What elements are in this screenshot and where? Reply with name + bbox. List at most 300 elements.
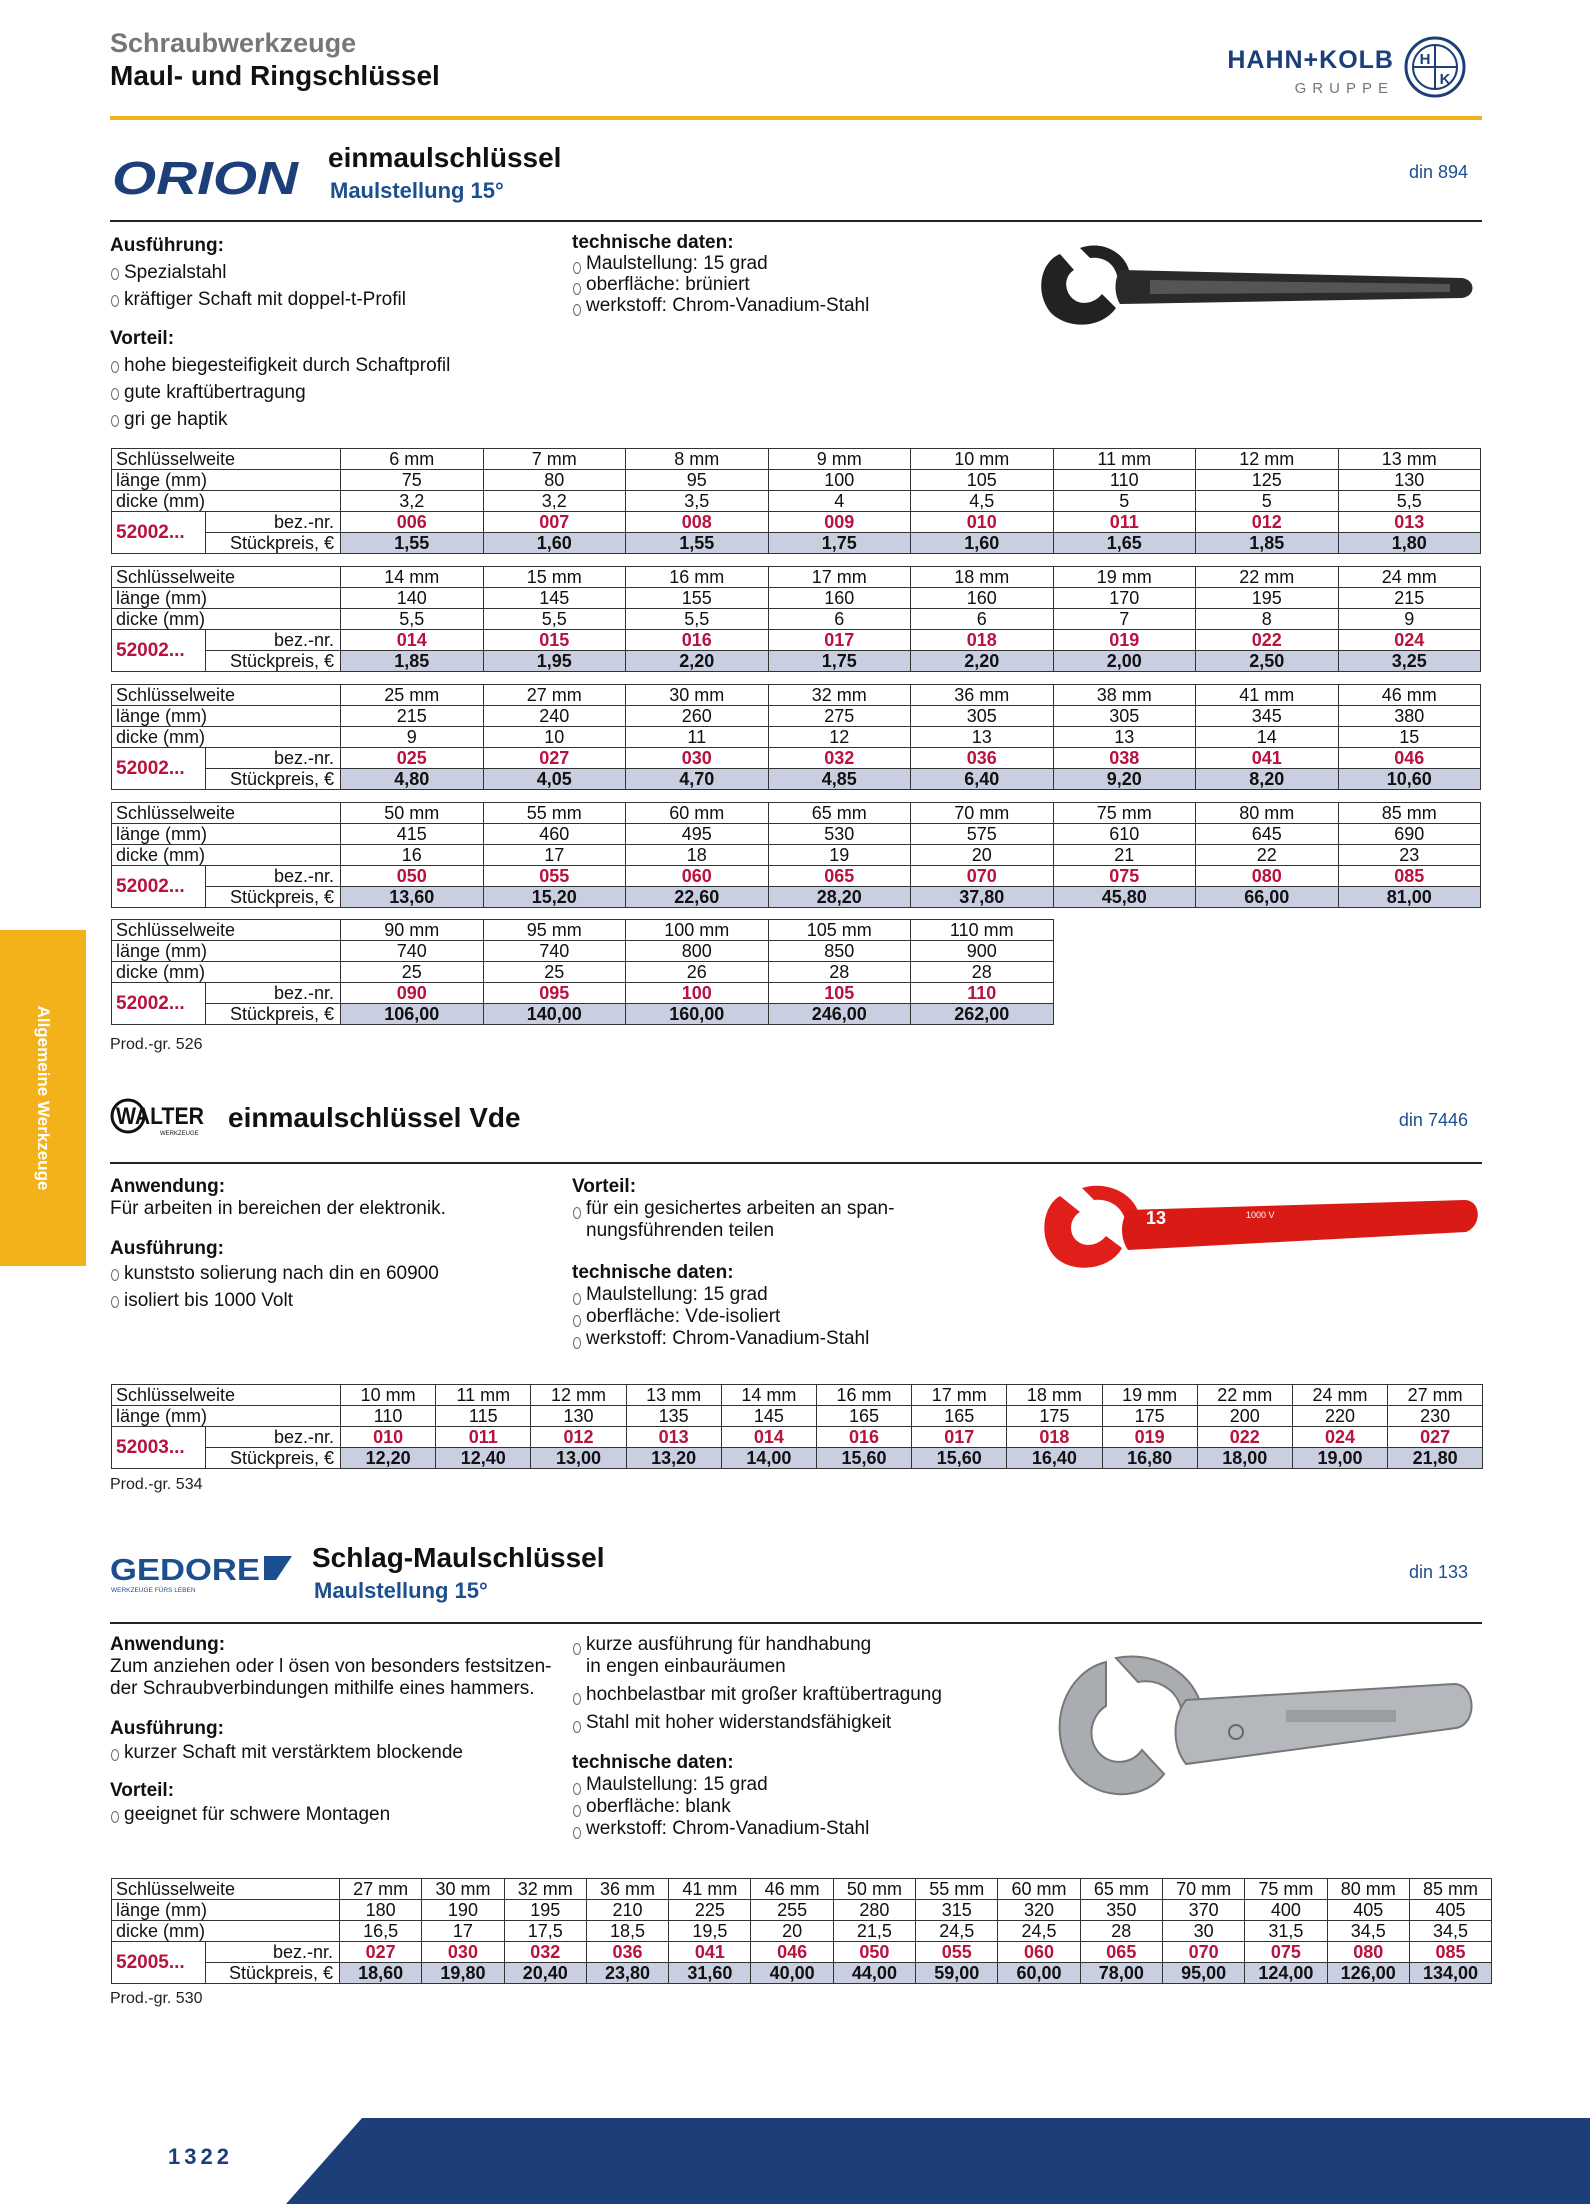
cell-price: 4,80 xyxy=(341,769,484,790)
row-label: länge (mm) xyxy=(112,470,341,491)
row-label: Stückpreis, € xyxy=(206,1004,341,1025)
cell-length: 145 xyxy=(483,588,626,609)
product-group: Prod.-gr. 530 xyxy=(110,1990,203,2007)
cell-article-code: 019 xyxy=(1053,630,1196,651)
logo-brand-text: HAHN+KOLB xyxy=(1227,46,1394,74)
cell-thickness: 34,5 xyxy=(1327,1921,1409,1942)
product-group: Prod.-gr. 526 xyxy=(110,1036,203,1053)
row-label: Stückpreis, € xyxy=(206,1448,341,1469)
cell-length: 110 xyxy=(1053,470,1196,491)
cell-length: 240 xyxy=(483,706,626,727)
cell-price: 10,60 xyxy=(1338,769,1481,790)
cell-length: 115 xyxy=(436,1406,531,1427)
row-label: bez.-nr. xyxy=(206,983,341,1004)
cell-key-size: 80 mm xyxy=(1327,1879,1409,1900)
cell-price: 23,80 xyxy=(586,1963,668,1984)
cell-thickness: 12 xyxy=(768,727,911,748)
cell-article-code: 050 xyxy=(833,1942,915,1963)
row-label: dicke (mm) xyxy=(112,1921,340,1942)
cell-key-size: 12 mm xyxy=(531,1385,626,1406)
cell-length: 645 xyxy=(1196,824,1339,845)
product-info xyxy=(110,222,1482,442)
cell-article-code: 018 xyxy=(911,630,1054,651)
cell-price: 1,55 xyxy=(341,533,484,554)
cell-article-code: 007 xyxy=(483,512,626,533)
section-walter xyxy=(110,1082,1482,1384)
cell-length: 315 xyxy=(916,1900,998,1921)
info-item: Maulstellung: 15 grad xyxy=(572,253,992,274)
cell-thickness: 7 xyxy=(1053,609,1196,630)
cell-length: 320 xyxy=(998,1900,1080,1921)
footer-bar xyxy=(286,2118,1590,2204)
section-header xyxy=(110,1538,1482,1624)
cell-thickness: 17 xyxy=(422,1921,504,1942)
cell-key-size: 25 mm xyxy=(341,685,484,706)
cell-key-size: 60 mm xyxy=(626,803,769,824)
cell-key-size: 70 mm xyxy=(911,803,1054,824)
cell-key-size: 65 mm xyxy=(768,803,911,824)
cell-length: 195 xyxy=(504,1900,586,1921)
info-item: oberfläche: Vde-isoliert xyxy=(572,1306,992,1328)
info-heading: Vorteil: xyxy=(110,328,175,349)
row-article-code xyxy=(112,748,1481,769)
row-label: Stückpreis, € xyxy=(206,533,341,554)
page-header xyxy=(110,28,1482,120)
cell-length: 145 xyxy=(721,1406,816,1427)
info-heading: technische daten: xyxy=(572,232,734,253)
cell-key-size: 110 mm xyxy=(911,920,1054,941)
cell-thickness: 20 xyxy=(911,845,1054,866)
cell-article-code: 016 xyxy=(816,1427,911,1448)
cell-key-size: 14 mm xyxy=(721,1385,816,1406)
cell-article-code: 012 xyxy=(531,1427,626,1448)
cell-key-size: 19 mm xyxy=(1102,1385,1197,1406)
orion-logo xyxy=(110,152,306,200)
cell-length: 195 xyxy=(1196,588,1339,609)
row-length xyxy=(112,824,1481,845)
cell-price: 18,60 xyxy=(340,1963,422,1984)
info-item: Maulstellung: 15 grad xyxy=(572,1774,1012,1796)
info-item: hochbelastbar mit großer kraftübertragung xyxy=(572,1684,1012,1706)
cell-article-code: 075 xyxy=(1053,866,1196,887)
cell-price: 22,60 xyxy=(626,887,769,908)
cell-price: 19,80 xyxy=(422,1963,504,1984)
row-price xyxy=(112,1963,1492,1984)
cell-thickness: 15 xyxy=(1338,727,1481,748)
cell-article-code: 013 xyxy=(626,1427,721,1448)
cell-article-code: 065 xyxy=(1080,1942,1162,1963)
cell-length: 110 xyxy=(341,1406,436,1427)
cell-length: 370 xyxy=(1162,1900,1244,1921)
cell-key-size: 100 mm xyxy=(626,920,769,941)
cell-length: 130 xyxy=(531,1406,626,1427)
cell-article-code: 010 xyxy=(341,1427,436,1448)
cell-length: 175 xyxy=(1102,1406,1197,1427)
svg-text:H: H xyxy=(1419,51,1431,68)
product-subtitle: Maulstellung 15° xyxy=(314,1578,488,1603)
cell-length: 170 xyxy=(1053,588,1196,609)
info-heading: Ausführung: xyxy=(110,1238,224,1259)
cell-article-code: 014 xyxy=(721,1427,816,1448)
spec-table xyxy=(111,684,1481,790)
cell-key-size: 30 mm xyxy=(626,685,769,706)
row-key-size xyxy=(112,920,1054,941)
orion-logo-text: ORION xyxy=(112,152,299,200)
cell-thickness: 13 xyxy=(911,727,1054,748)
cell-article-code: 075 xyxy=(1245,1942,1327,1963)
cell-length: 80 xyxy=(483,470,626,491)
cell-article-code: 006 xyxy=(341,512,484,533)
row-key-size xyxy=(112,449,1481,470)
row-length xyxy=(112,1406,1483,1427)
cell-key-size: 13 mm xyxy=(626,1385,721,1406)
din-norm: din 7446 xyxy=(1398,1110,1468,1130)
cell-length: 75 xyxy=(341,470,484,491)
cell-key-size: 50 mm xyxy=(341,803,484,824)
cell-length: 345 xyxy=(1196,706,1339,727)
row-thickness xyxy=(112,1921,1492,1942)
cell-length: 130 xyxy=(1338,470,1481,491)
article-prefix: 52002... xyxy=(112,512,206,554)
info-item: für ein gesichertes arbeiten an span- nungsführenden teilen xyxy=(572,1198,992,1242)
row-label: dicke (mm) xyxy=(112,609,341,630)
info-item: kurze ausführung für handhabung in engen einbauräumen xyxy=(572,1634,1012,1678)
cell-price: 8,20 xyxy=(1196,769,1339,790)
spec-table xyxy=(111,802,1481,908)
cell-thickness: 5,5 xyxy=(341,609,484,630)
cell-price: 6,40 xyxy=(911,769,1054,790)
row-thickness xyxy=(112,962,1054,983)
cell-length: 215 xyxy=(341,706,484,727)
cell-length: 100 xyxy=(768,470,911,491)
cell-article-code: 032 xyxy=(768,748,911,769)
row-price xyxy=(112,533,1481,554)
row-thickness xyxy=(112,609,1481,630)
row-label: Schlüsselweite xyxy=(112,803,341,824)
cell-key-size: 12 mm xyxy=(1196,449,1339,470)
cell-price: 1,65 xyxy=(1053,533,1196,554)
info-right xyxy=(572,1176,992,1350)
cell-price: 124,00 xyxy=(1245,1963,1327,1984)
cell-price: 1,55 xyxy=(626,533,769,554)
row-key-size xyxy=(112,1879,1492,1900)
logo-sub-text: GRUPPE xyxy=(1294,80,1394,97)
row-length xyxy=(112,470,1481,491)
cell-article-code: 041 xyxy=(669,1942,751,1963)
info-heading: Vorteil: xyxy=(110,1780,175,1801)
row-label: Stückpreis, € xyxy=(206,769,341,790)
cell-price: 106,00 xyxy=(341,1004,484,1025)
cell-length: 380 xyxy=(1338,706,1481,727)
row-label: Stückpreis, € xyxy=(206,651,341,672)
cell-length: 305 xyxy=(1053,706,1196,727)
cell-thickness: 31,5 xyxy=(1245,1921,1327,1942)
article-prefix: 52002... xyxy=(112,866,206,908)
cell-length: 175 xyxy=(1007,1406,1102,1427)
info-text: Für arbeiten in bereichen der elektronik. xyxy=(110,1198,446,1219)
cell-price: 60,00 xyxy=(998,1963,1080,1984)
cell-thickness: 16,5 xyxy=(340,1921,422,1942)
cell-price: 134,00 xyxy=(1409,1963,1491,1984)
cell-thickness: 9 xyxy=(341,727,484,748)
cell-article-code: 046 xyxy=(751,1942,833,1963)
side-category-tab[interactable] xyxy=(0,930,86,1266)
cell-key-size: 11 mm xyxy=(1053,449,1196,470)
cell-key-size: 17 mm xyxy=(912,1385,1007,1406)
cell-thickness: 28 xyxy=(1080,1921,1162,1942)
cell-key-size: 38 mm xyxy=(1053,685,1196,706)
cell-length: 850 xyxy=(768,941,911,962)
din-norm: din 894 xyxy=(1408,162,1468,182)
row-length xyxy=(112,1900,1492,1921)
info-item: oberfläche: brüniert xyxy=(572,274,992,295)
cell-length: 575 xyxy=(911,824,1054,845)
cell-thickness: 17 xyxy=(483,845,626,866)
row-length xyxy=(112,588,1481,609)
cell-thickness: 30 xyxy=(1162,1921,1244,1942)
info-item: Spezialstahl xyxy=(110,259,550,286)
cell-price: 44,00 xyxy=(833,1963,915,1984)
cell-article-code: 016 xyxy=(626,630,769,651)
cell-thickness: 22 xyxy=(1196,845,1339,866)
cell-key-size: 24 mm xyxy=(1292,1385,1387,1406)
cell-price: 14,00 xyxy=(721,1448,816,1469)
cell-length: 405 xyxy=(1409,1900,1491,1921)
cell-price: 28,20 xyxy=(768,887,911,908)
cell-article-code: 080 xyxy=(1327,1942,1409,1963)
section-orion xyxy=(110,138,1482,442)
cell-length: 230 xyxy=(1388,1406,1483,1427)
product-title: einmaulschlüssel xyxy=(328,142,562,173)
row-label: dicke (mm) xyxy=(112,845,341,866)
cell-key-size: 16 mm xyxy=(626,567,769,588)
walter-logo-sub: WERKZEUGE xyxy=(160,1131,199,1137)
row-label: länge (mm) xyxy=(112,824,341,845)
cell-length: 900 xyxy=(911,941,1054,962)
cell-article-code: 030 xyxy=(422,1942,504,1963)
cell-thickness: 3,2 xyxy=(483,491,626,512)
cell-price: 59,00 xyxy=(916,1963,998,1984)
cell-price: 31,60 xyxy=(669,1963,751,1984)
info-heading: Ausführung: xyxy=(110,1718,224,1739)
row-label: Schlüsselweite xyxy=(112,449,341,470)
cell-thickness: 5 xyxy=(1053,491,1196,512)
cell-article-code: 055 xyxy=(483,866,626,887)
cell-article-code: 022 xyxy=(1196,630,1339,651)
cell-article-code: 046 xyxy=(1338,748,1481,769)
cell-price: 9,20 xyxy=(1053,769,1196,790)
cell-thickness: 17,5 xyxy=(504,1921,586,1942)
cell-price: 2,20 xyxy=(626,651,769,672)
cell-price: 12,40 xyxy=(436,1448,531,1469)
cell-article-code: 022 xyxy=(1197,1427,1292,1448)
slugging-wrench-image xyxy=(1046,1654,1482,1814)
cell-key-size: 75 mm xyxy=(1053,803,1196,824)
cell-price: 1,85 xyxy=(1196,533,1339,554)
info-heading: technische daten: xyxy=(572,1262,734,1283)
cell-key-size: 36 mm xyxy=(911,685,1054,706)
side-tab-label: Allgemeine Werkzeuge xyxy=(34,1005,53,1191)
cell-thickness: 20 xyxy=(751,1921,833,1942)
cell-key-size: 30 mm xyxy=(422,1879,504,1900)
cell-price: 15,60 xyxy=(816,1448,911,1469)
cell-length: 280 xyxy=(833,1900,915,1921)
cell-price: 45,80 xyxy=(1053,887,1196,908)
cell-thickness: 24,5 xyxy=(916,1921,998,1942)
cell-key-size: 13 mm xyxy=(1338,449,1481,470)
row-price xyxy=(112,651,1481,672)
row-label: dicke (mm) xyxy=(112,491,341,512)
product-title: einmaulschlüssel Vde xyxy=(228,1102,521,1133)
cell-thickness: 6 xyxy=(768,609,911,630)
row-label: länge (mm) xyxy=(112,1900,340,1921)
cell-article-code: 055 xyxy=(916,1942,998,1963)
cell-length: 350 xyxy=(1080,1900,1162,1921)
cell-price: 19,00 xyxy=(1292,1448,1387,1469)
tool-size-marking: 13 xyxy=(1146,1208,1167,1228)
gedore-logo xyxy=(110,1552,294,1594)
cell-length: 415 xyxy=(341,824,484,845)
header-rule xyxy=(110,116,1482,120)
spec-table xyxy=(111,919,1054,1025)
category-kicker: Schraubwerkzeuge xyxy=(110,28,357,58)
cell-price: 4,70 xyxy=(626,769,769,790)
section-header xyxy=(110,1082,1482,1164)
cell-article-code: 085 xyxy=(1409,1942,1491,1963)
cell-price: 1,80 xyxy=(1338,533,1481,554)
cell-thickness: 25 xyxy=(483,962,626,983)
cell-price: 16,80 xyxy=(1102,1448,1197,1469)
gedore-logo-text: GEDORE xyxy=(110,1552,260,1587)
cell-length: 200 xyxy=(1197,1406,1292,1427)
row-label: länge (mm) xyxy=(112,588,341,609)
cell-key-size: 27 mm xyxy=(483,685,626,706)
info-item: kräftiger Schaft mit doppel-t-Profil xyxy=(110,286,550,313)
cell-article-code: 060 xyxy=(626,866,769,887)
info-right xyxy=(572,232,992,316)
cell-key-size: 16 mm xyxy=(816,1385,911,1406)
cell-article-code: 090 xyxy=(341,983,484,1004)
cell-price: 1,95 xyxy=(483,651,626,672)
info-item: werkstoff: Chrom-Vanadium-Stahl xyxy=(572,1818,1012,1840)
cell-length: 305 xyxy=(911,706,1054,727)
cell-article-code: 070 xyxy=(911,866,1054,887)
cell-key-size: 27 mm xyxy=(340,1879,422,1900)
row-price xyxy=(112,769,1481,790)
open-end-wrench-image xyxy=(1030,234,1480,334)
cell-price: 1,85 xyxy=(341,651,484,672)
info-item: kurzer Schaft mit verstärktem blockende xyxy=(110,1740,570,1766)
cell-length: 690 xyxy=(1338,824,1481,845)
cell-length: 190 xyxy=(422,1900,504,1921)
cell-thickness: 5 xyxy=(1196,491,1339,512)
info-heading: Anwendung: xyxy=(110,1176,226,1197)
cell-key-size: 90 mm xyxy=(341,920,484,941)
cell-thickness: 3,2 xyxy=(341,491,484,512)
cell-article-code: 014 xyxy=(341,630,484,651)
row-label: Schlüsselweite xyxy=(112,685,341,706)
cell-key-size: 50 mm xyxy=(833,1879,915,1900)
info-item: geeignet für schwere Montagen xyxy=(110,1802,570,1828)
walter-logo-text: WALTER xyxy=(116,1103,204,1130)
row-label: Schlüsselweite xyxy=(112,1385,341,1406)
row-label: länge (mm) xyxy=(112,941,341,962)
cell-article-code: 025 xyxy=(341,748,484,769)
cell-key-size: 70 mm xyxy=(1162,1879,1244,1900)
page-title: Maul- und Ringschlüssel xyxy=(110,60,440,91)
cell-key-size: 8 mm xyxy=(626,449,769,470)
cell-length: 405 xyxy=(1327,1900,1409,1921)
info-left xyxy=(110,1176,550,1314)
cell-key-size: 55 mm xyxy=(916,1879,998,1900)
row-label: Stückpreis, € xyxy=(206,887,341,908)
cell-price: 4,05 xyxy=(483,769,626,790)
row-key-size xyxy=(112,1385,1483,1406)
cell-length: 215 xyxy=(1338,588,1481,609)
cell-article-code: 100 xyxy=(626,983,769,1004)
cell-price: 1,75 xyxy=(768,651,911,672)
cell-thickness: 5,5 xyxy=(1338,491,1481,512)
cell-article-code: 038 xyxy=(1053,748,1196,769)
cell-length: 220 xyxy=(1292,1406,1387,1427)
cell-price: 2,20 xyxy=(911,651,1054,672)
cell-length: 160 xyxy=(911,588,1054,609)
info-text: Zum anziehen oder l ösen von besonders festsitzen- der Schraubverbindungen mithilfe eines hammers. xyxy=(110,1656,552,1699)
article-prefix: 52003... xyxy=(112,1427,206,1469)
cell-price: 78,00 xyxy=(1080,1963,1162,1984)
info-item: oberfläche: blank xyxy=(572,1796,1012,1818)
cell-article-code: 105 xyxy=(768,983,911,1004)
spec-table xyxy=(111,448,1481,554)
cell-key-size: 22 mm xyxy=(1196,567,1339,588)
section-gedore xyxy=(110,1538,1482,1874)
cell-length: 255 xyxy=(751,1900,833,1921)
cell-price: 2,50 xyxy=(1196,651,1339,672)
cell-key-size: 75 mm xyxy=(1245,1879,1327,1900)
cell-article-code: 009 xyxy=(768,512,911,533)
cell-key-size: 10 mm xyxy=(341,1385,436,1406)
cell-article-code: 060 xyxy=(998,1942,1080,1963)
info-heading: Anwendung: xyxy=(110,1634,226,1655)
cell-article-code: 065 xyxy=(768,866,911,887)
cell-thickness: 28 xyxy=(911,962,1054,983)
cell-article-code: 036 xyxy=(586,1942,668,1963)
cell-price: 37,80 xyxy=(911,887,1054,908)
cell-key-size: 14 mm xyxy=(341,567,484,588)
cell-article-code: 008 xyxy=(626,512,769,533)
cell-price: 1,60 xyxy=(911,533,1054,554)
row-article-code xyxy=(112,1427,1483,1448)
cell-key-size: 18 mm xyxy=(1007,1385,1102,1406)
row-label: Schlüsselweite xyxy=(112,920,341,941)
cell-length: 160 xyxy=(768,588,911,609)
cell-thickness: 18 xyxy=(626,845,769,866)
row-price xyxy=(112,1004,1054,1025)
cell-length: 275 xyxy=(768,706,911,727)
cell-length: 225 xyxy=(669,1900,751,1921)
row-label: Schlüsselweite xyxy=(112,567,341,588)
row-label: bez.-nr. xyxy=(206,512,341,533)
cell-price: 160,00 xyxy=(626,1004,769,1025)
cell-length: 210 xyxy=(586,1900,668,1921)
cell-key-size: 32 mm xyxy=(504,1879,586,1900)
cell-price: 140,00 xyxy=(483,1004,626,1025)
cell-key-size: 36 mm xyxy=(586,1879,668,1900)
cell-price: 66,00 xyxy=(1196,887,1339,908)
cell-article-code: 070 xyxy=(1162,1942,1244,1963)
article-prefix: 52002... xyxy=(112,630,206,672)
cell-key-size: 105 mm xyxy=(768,920,911,941)
